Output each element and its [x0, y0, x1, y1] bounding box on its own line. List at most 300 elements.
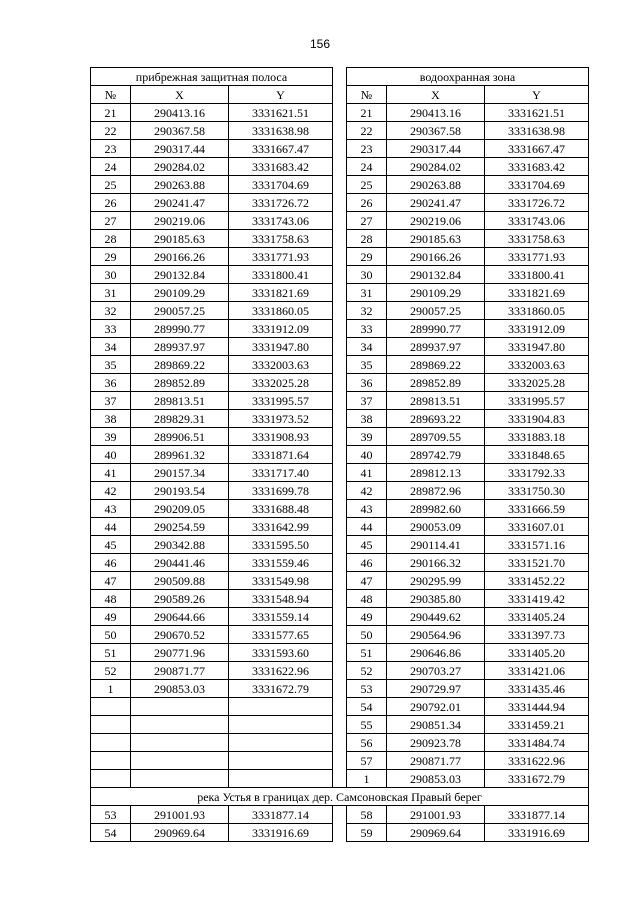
table-row [91, 302, 589, 320]
column-gap [333, 266, 347, 284]
table-row [91, 140, 589, 158]
right-y-coordinate: 3331607.01 [485, 518, 589, 536]
coordinates-table [90, 67, 589, 842]
left-point-number: 36 [91, 374, 131, 392]
right-header-y: Y [485, 86, 589, 104]
left-x-coordinate [131, 734, 229, 752]
column-gap [333, 140, 347, 158]
left-y-coordinate: 3331577.65 [229, 626, 333, 644]
left-header-y: Y [229, 86, 333, 104]
column-gap [333, 518, 347, 536]
right-point-number: 51 [347, 644, 387, 662]
table-row [91, 392, 589, 410]
column-gap [333, 698, 347, 716]
right-x-coordinate: 289709.55 [387, 428, 485, 446]
left-x-coordinate: 290509.88 [131, 572, 229, 590]
left-point-number: 41 [91, 464, 131, 482]
left-point-number [91, 770, 131, 788]
left-point-number: 23 [91, 140, 131, 158]
left-x-coordinate: 290413.16 [131, 104, 229, 122]
right-x-coordinate: 290853.03 [387, 770, 485, 788]
right-point-number: 44 [347, 518, 387, 536]
right-point-number: 52 [347, 662, 387, 680]
table-row [91, 734, 589, 752]
left-point-number: 31 [91, 284, 131, 302]
right-point-number: 42 [347, 482, 387, 500]
left-y-coordinate: 3331638.98 [229, 122, 333, 140]
left-y-coordinate: 3331726.72 [229, 194, 333, 212]
right-point-number: 47 [347, 572, 387, 590]
left-x-coordinate: 290589.26 [131, 590, 229, 608]
right-x-coordinate: 289937.97 [387, 338, 485, 356]
right-y-coordinate: 3332025.28 [485, 374, 589, 392]
river-section-title: река Устья в границах дер. Самсоновская Правый берег [91, 788, 589, 806]
right-x-coordinate: 290413.16 [387, 104, 485, 122]
column-gap [333, 86, 347, 104]
right-y-coordinate: 3331758.63 [485, 230, 589, 248]
left-y-coordinate [229, 770, 333, 788]
column-gap [333, 680, 347, 698]
table-row [91, 104, 589, 122]
header-row [91, 86, 589, 104]
right-point-number: 45 [347, 536, 387, 554]
column-gap [333, 644, 347, 662]
left-point-number: 48 [91, 590, 131, 608]
right-y-coordinate: 3332003.63 [485, 356, 589, 374]
right-x-coordinate: 290851.34 [387, 716, 485, 734]
left-x-coordinate: 290241.47 [131, 194, 229, 212]
right-y-coordinate: 3331877.14 [485, 806, 589, 824]
left-y-coordinate [229, 716, 333, 734]
right-x-coordinate: 290923.78 [387, 734, 485, 752]
left-y-coordinate: 3331704.69 [229, 176, 333, 194]
table-row [91, 536, 589, 554]
left-x-coordinate: 290644.66 [131, 608, 229, 626]
left-y-coordinate [229, 752, 333, 770]
right-y-coordinate: 3331521.70 [485, 554, 589, 572]
right-y-coordinate: 3331435.46 [485, 680, 589, 698]
right-point-number: 32 [347, 302, 387, 320]
left-header-num: № [91, 86, 131, 104]
right-y-coordinate: 3331444.94 [485, 698, 589, 716]
left-y-coordinate: 3331683.42 [229, 158, 333, 176]
right-y-coordinate: 3331405.24 [485, 608, 589, 626]
right-x-coordinate: 290317.44 [387, 140, 485, 158]
table-row [91, 194, 589, 212]
right-point-number: 1 [347, 770, 387, 788]
column-gap [333, 464, 347, 482]
right-point-number: 25 [347, 176, 387, 194]
right-point-number: 23 [347, 140, 387, 158]
river-section-title-row [91, 788, 589, 806]
left-x-coordinate: 290109.29 [131, 284, 229, 302]
right-y-coordinate: 3331726.72 [485, 194, 589, 212]
table-row [91, 446, 589, 464]
column-gap [333, 806, 347, 824]
right-y-coordinate: 3331883.18 [485, 428, 589, 446]
table-row [91, 374, 589, 392]
coordinates-table-body [91, 68, 589, 842]
right-x-coordinate: 290057.25 [387, 302, 485, 320]
left-point-number: 44 [91, 518, 131, 536]
left-x-coordinate: 289937.97 [131, 338, 229, 356]
table-row [91, 518, 589, 536]
left-point-number: 1 [91, 680, 131, 698]
right-x-coordinate: 290449.62 [387, 608, 485, 626]
left-y-coordinate: 3331871.64 [229, 446, 333, 464]
left-x-coordinate: 290166.26 [131, 248, 229, 266]
left-x-coordinate: 290853.03 [131, 680, 229, 698]
right-y-coordinate: 3331771.93 [485, 248, 589, 266]
left-y-coordinate: 3331800.41 [229, 266, 333, 284]
table-row [91, 410, 589, 428]
right-x-coordinate: 290263.88 [387, 176, 485, 194]
river-table-row [91, 806, 589, 824]
left-x-coordinate: 291001.93 [131, 806, 229, 824]
table-row [91, 212, 589, 230]
left-point-number: 25 [91, 176, 131, 194]
left-y-coordinate: 3331621.51 [229, 104, 333, 122]
left-point-number: 24 [91, 158, 131, 176]
right-y-coordinate: 3331666.59 [485, 500, 589, 518]
right-y-coordinate: 3331421.06 [485, 662, 589, 680]
left-y-coordinate: 3331758.63 [229, 230, 333, 248]
right-y-coordinate: 3331912.09 [485, 320, 589, 338]
left-point-number: 47 [91, 572, 131, 590]
right-x-coordinate: 290385.80 [387, 590, 485, 608]
left-x-coordinate: 290157.34 [131, 464, 229, 482]
table-row [91, 680, 589, 698]
left-x-coordinate: 290132.84 [131, 266, 229, 284]
column-gap [333, 824, 347, 842]
right-point-number: 28 [347, 230, 387, 248]
right-y-coordinate: 3331667.47 [485, 140, 589, 158]
right-x-coordinate: 290219.06 [387, 212, 485, 230]
table-row [91, 662, 589, 680]
right-x-coordinate: 290871.77 [387, 752, 485, 770]
left-point-number: 52 [91, 662, 131, 680]
column-gap [333, 536, 347, 554]
left-x-coordinate: 289829.31 [131, 410, 229, 428]
right-y-coordinate: 3331672.79 [485, 770, 589, 788]
column-gap [333, 176, 347, 194]
left-x-coordinate: 289813.51 [131, 392, 229, 410]
right-y-coordinate: 3331916.69 [485, 824, 589, 842]
table-row [91, 464, 589, 482]
left-point-number: 49 [91, 608, 131, 626]
left-x-coordinate: 290185.63 [131, 230, 229, 248]
left-x-coordinate: 289869.22 [131, 356, 229, 374]
right-point-number: 39 [347, 428, 387, 446]
column-gap [333, 662, 347, 680]
right-point-number: 34 [347, 338, 387, 356]
column-gap [333, 122, 347, 140]
right-x-coordinate: 290646.86 [387, 644, 485, 662]
table-row [91, 770, 589, 788]
left-x-coordinate: 290317.44 [131, 140, 229, 158]
left-x-coordinate: 290193.54 [131, 482, 229, 500]
right-x-coordinate: 290053.09 [387, 518, 485, 536]
column-gap [333, 482, 347, 500]
column-gap [333, 320, 347, 338]
right-point-number: 22 [347, 122, 387, 140]
left-y-coordinate: 3331908.93 [229, 428, 333, 446]
left-header-x: X [131, 86, 229, 104]
left-x-coordinate [131, 716, 229, 734]
table-row [91, 698, 589, 716]
table-row [91, 284, 589, 302]
column-gap [333, 338, 347, 356]
left-y-coordinate: 3331821.69 [229, 284, 333, 302]
left-x-coordinate: 290263.88 [131, 176, 229, 194]
right-y-coordinate: 3331821.69 [485, 284, 589, 302]
left-x-coordinate: 290367.58 [131, 122, 229, 140]
left-y-coordinate: 3331973.52 [229, 410, 333, 428]
right-point-number: 30 [347, 266, 387, 284]
right-x-coordinate: 289742.79 [387, 446, 485, 464]
left-point-number: 39 [91, 428, 131, 446]
right-point-number: 46 [347, 554, 387, 572]
column-gap [333, 284, 347, 302]
left-point-number: 28 [91, 230, 131, 248]
right-point-number: 56 [347, 734, 387, 752]
column-gap [333, 608, 347, 626]
right-header-num: № [347, 86, 387, 104]
left-point-number: 51 [91, 644, 131, 662]
left-x-coordinate: 290969.64 [131, 824, 229, 842]
table-row [91, 338, 589, 356]
right-point-number: 40 [347, 446, 387, 464]
right-point-number: 41 [347, 464, 387, 482]
left-point-number [91, 716, 131, 734]
right-point-number: 24 [347, 158, 387, 176]
left-x-coordinate [131, 698, 229, 716]
table-row [91, 572, 589, 590]
right-point-number: 35 [347, 356, 387, 374]
left-point-number: 54 [91, 824, 131, 842]
left-point-number: 21 [91, 104, 131, 122]
column-gap [333, 572, 347, 590]
right-y-coordinate: 3331904.83 [485, 410, 589, 428]
left-point-number: 29 [91, 248, 131, 266]
column-gap [333, 230, 347, 248]
left-y-coordinate: 3331559.46 [229, 554, 333, 572]
column-gap [333, 392, 347, 410]
column-gap [333, 500, 347, 518]
right-y-coordinate: 3331452.22 [485, 572, 589, 590]
right-y-coordinate: 3331860.05 [485, 302, 589, 320]
right-point-number: 48 [347, 590, 387, 608]
left-y-coordinate: 3331642.99 [229, 518, 333, 536]
right-x-coordinate: 290729.97 [387, 680, 485, 698]
left-point-number: 34 [91, 338, 131, 356]
right-y-coordinate: 3331638.98 [485, 122, 589, 140]
right-x-coordinate: 289982.60 [387, 500, 485, 518]
column-gap [333, 68, 347, 86]
right-y-coordinate: 3331459.21 [485, 716, 589, 734]
right-x-coordinate: 290132.84 [387, 266, 485, 284]
right-point-number: 21 [347, 104, 387, 122]
table-row [91, 554, 589, 572]
table-row [91, 158, 589, 176]
right-x-coordinate: 290564.96 [387, 626, 485, 644]
right-x-coordinate: 290166.32 [387, 554, 485, 572]
right-x-coordinate: 290969.64 [387, 824, 485, 842]
left-x-coordinate: 289852.89 [131, 374, 229, 392]
table-row [91, 230, 589, 248]
right-point-number: 27 [347, 212, 387, 230]
left-y-coordinate: 3331593.60 [229, 644, 333, 662]
left-point-number: 37 [91, 392, 131, 410]
left-y-coordinate [229, 734, 333, 752]
left-x-coordinate: 290771.96 [131, 644, 229, 662]
left-x-coordinate: 290342.88 [131, 536, 229, 554]
left-y-coordinate: 3331548.94 [229, 590, 333, 608]
column-gap [333, 446, 347, 464]
right-x-coordinate: 289852.89 [387, 374, 485, 392]
right-point-number: 29 [347, 248, 387, 266]
table-row [91, 320, 589, 338]
right-y-coordinate: 3331792.33 [485, 464, 589, 482]
table-row [91, 248, 589, 266]
left-y-coordinate: 3331743.06 [229, 212, 333, 230]
table-row [91, 716, 589, 734]
table-row [91, 626, 589, 644]
right-point-number: 36 [347, 374, 387, 392]
left-x-coordinate: 290057.25 [131, 302, 229, 320]
left-point-number: 22 [91, 122, 131, 140]
left-x-coordinate [131, 752, 229, 770]
left-y-coordinate: 3331860.05 [229, 302, 333, 320]
column-gap [333, 716, 347, 734]
left-x-coordinate: 289961.32 [131, 446, 229, 464]
left-y-coordinate: 3331916.69 [229, 824, 333, 842]
left-x-coordinate: 290209.05 [131, 500, 229, 518]
right-point-number: 53 [347, 680, 387, 698]
table-row [91, 644, 589, 662]
left-point-number: 50 [91, 626, 131, 644]
left-y-coordinate: 3332025.28 [229, 374, 333, 392]
table-row [91, 752, 589, 770]
left-point-number: 38 [91, 410, 131, 428]
right-point-number: 55 [347, 716, 387, 734]
left-y-coordinate: 3331688.48 [229, 500, 333, 518]
table-row [91, 500, 589, 518]
right-x-coordinate: 290792.01 [387, 698, 485, 716]
right-y-coordinate: 3331995.57 [485, 392, 589, 410]
right-point-number: 37 [347, 392, 387, 410]
left-point-number: 26 [91, 194, 131, 212]
left-x-coordinate: 289906.51 [131, 428, 229, 446]
left-y-coordinate: 3331559.14 [229, 608, 333, 626]
right-point-number: 49 [347, 608, 387, 626]
right-y-coordinate: 3331683.42 [485, 158, 589, 176]
table-row [91, 608, 589, 626]
left-x-coordinate: 289990.77 [131, 320, 229, 338]
right-point-number: 33 [347, 320, 387, 338]
left-point-number: 30 [91, 266, 131, 284]
right-y-coordinate: 3331743.06 [485, 212, 589, 230]
column-gap [333, 734, 347, 752]
left-y-coordinate: 3331699.78 [229, 482, 333, 500]
right-x-coordinate: 290114.41 [387, 536, 485, 554]
right-x-coordinate: 290284.02 [387, 158, 485, 176]
right-x-coordinate: 289872.96 [387, 482, 485, 500]
right-x-coordinate: 289869.22 [387, 356, 485, 374]
right-header-x: X [387, 86, 485, 104]
left-y-coordinate: 3331672.79 [229, 680, 333, 698]
right-x-coordinate: 290185.63 [387, 230, 485, 248]
right-y-coordinate: 3331622.96 [485, 752, 589, 770]
left-x-coordinate: 290441.46 [131, 554, 229, 572]
right-y-coordinate: 3331571.16 [485, 536, 589, 554]
left-point-number: 42 [91, 482, 131, 500]
left-point-number [91, 734, 131, 752]
right-x-coordinate: 289813.51 [387, 392, 485, 410]
table-row [91, 356, 589, 374]
left-section-title: прибрежная защитная полоса [91, 68, 333, 86]
table-row [91, 482, 589, 500]
right-x-coordinate: 290241.47 [387, 194, 485, 212]
right-x-coordinate: 289812.13 [387, 464, 485, 482]
left-point-number [91, 698, 131, 716]
right-y-coordinate: 3331484.74 [485, 734, 589, 752]
column-gap [333, 428, 347, 446]
right-x-coordinate: 289693.22 [387, 410, 485, 428]
right-y-coordinate: 3331405.20 [485, 644, 589, 662]
left-point-number: 53 [91, 806, 131, 824]
right-y-coordinate: 3331848.65 [485, 446, 589, 464]
left-x-coordinate: 290219.06 [131, 212, 229, 230]
left-point-number: 27 [91, 212, 131, 230]
right-point-number: 38 [347, 410, 387, 428]
left-point-number [91, 752, 131, 770]
left-x-coordinate: 290670.52 [131, 626, 229, 644]
right-y-coordinate: 3331419.42 [485, 590, 589, 608]
left-point-number: 43 [91, 500, 131, 518]
right-point-number: 50 [347, 626, 387, 644]
column-gap [333, 212, 347, 230]
page-number: 156 [309, 37, 331, 51]
column-gap [333, 194, 347, 212]
left-y-coordinate: 3331995.57 [229, 392, 333, 410]
right-point-number: 26 [347, 194, 387, 212]
left-y-coordinate: 3331667.47 [229, 140, 333, 158]
column-gap [333, 752, 347, 770]
column-gap [333, 158, 347, 176]
left-point-number: 46 [91, 554, 131, 572]
left-x-coordinate [131, 770, 229, 788]
right-point-number: 59 [347, 824, 387, 842]
right-x-coordinate: 290703.27 [387, 662, 485, 680]
right-y-coordinate: 3331704.69 [485, 176, 589, 194]
column-gap [333, 248, 347, 266]
right-y-coordinate: 3331397.73 [485, 626, 589, 644]
right-section-title: водоохранная зона [347, 68, 589, 86]
river-table-row [91, 824, 589, 842]
column-gap [333, 554, 347, 572]
table-row [91, 266, 589, 284]
right-y-coordinate: 3331947.80 [485, 338, 589, 356]
left-y-coordinate: 3331771.93 [229, 248, 333, 266]
right-x-coordinate: 289990.77 [387, 320, 485, 338]
table-row [91, 176, 589, 194]
left-point-number: 33 [91, 320, 131, 338]
right-point-number: 54 [347, 698, 387, 716]
right-y-coordinate: 3331750.30 [485, 482, 589, 500]
left-y-coordinate: 3331912.09 [229, 320, 333, 338]
table-row [91, 590, 589, 608]
